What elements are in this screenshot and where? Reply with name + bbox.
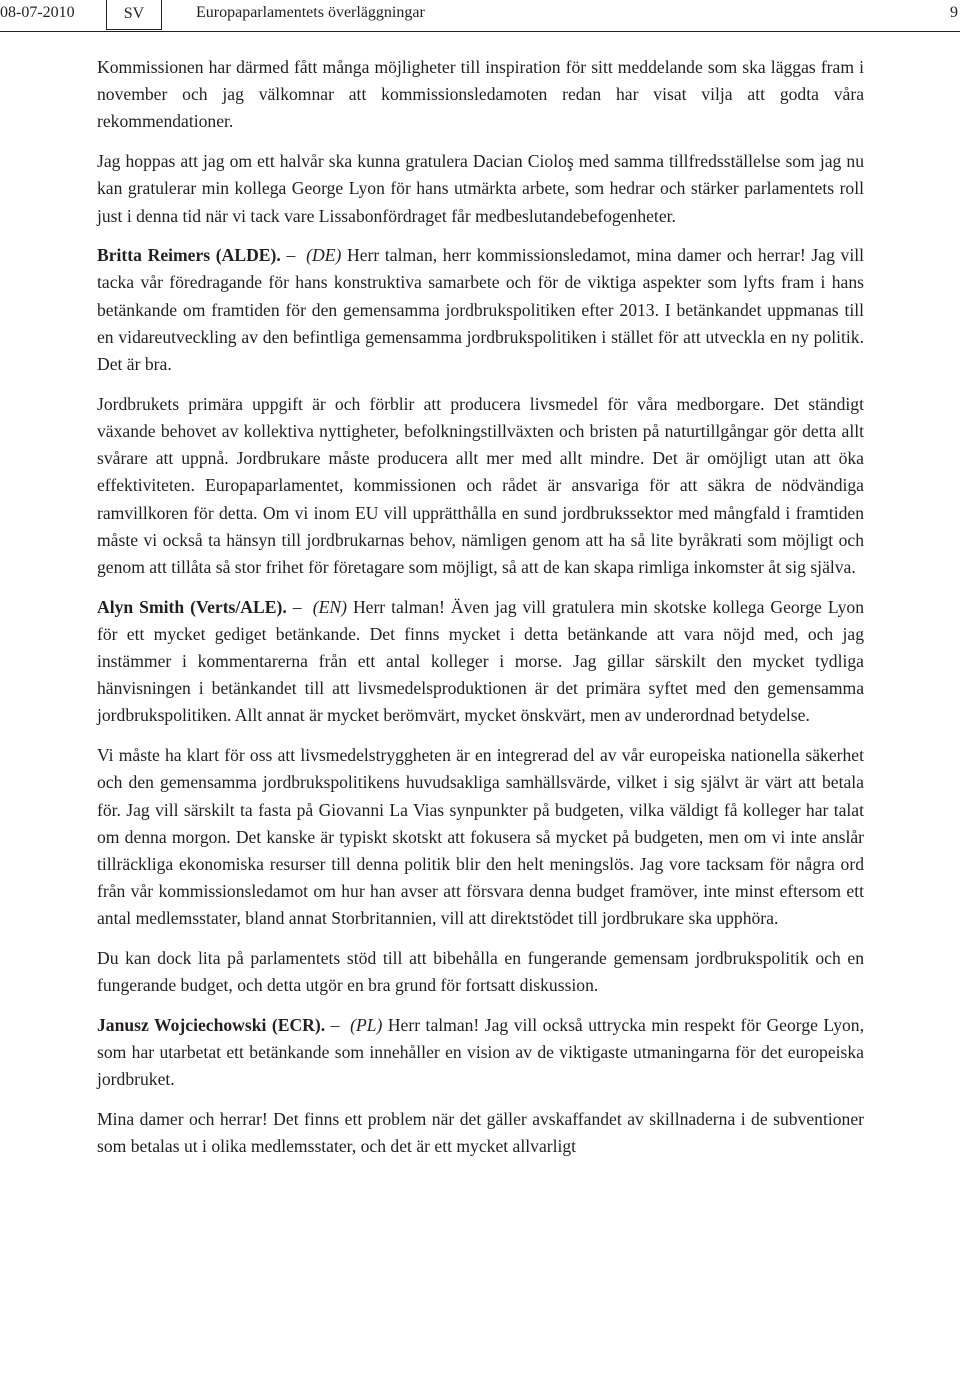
paragraph — [97, 1106, 864, 1160]
paragraph — [97, 148, 864, 230]
paragraph-text: Herr talman! Även jag vill gratulera min skotske kollega George Lyon för ett mycket gediget betänkande. Det finns mycket i detta betänkande att vara nöjd med, och jag instämmer i kommentarerna från ett antal kolleger i morse. Jag gillar särskilt den mycket tydliga hänvisningen i betänkandet till att livsmedelsproduktionen är det primära syftet med den gemensamma jordbrukspolitiken. Allt annat är mycket berömvärt, mycket önskvärt, men av underordnad betydelse. — [97, 596, 864, 726]
paragraph — [97, 391, 864, 581]
paragraph-text: Jag hoppas att jag om ett halvår ska kunna gratulera Dacian Cioloş med samma tillfredsställelse som jag nu kan gratulerar min kollega George Lyon för hans utmärkta arbete, som hedrar och stärker parlamentets roll just i denna tid när vi tack vare Lissabonfördraget får medbeslutandebefogenheter. — [97, 151, 864, 226]
header-title: Europaparlamentets överläggningar — [196, 4, 425, 21]
language-code: (EN) — [312, 596, 347, 617]
speech-paragraph — [97, 594, 864, 730]
page-number: 9 — [950, 4, 958, 21]
dash: – — [286, 245, 296, 266]
language-code: (DE) — [306, 245, 342, 266]
paragraph-text: Mina damer och herrar! Det finns ett problem när det gäller avskaffandet av skillnaderna i de subventioner som betalas ut i olika medlemsstater, och det är ett mycket allvarligt — [97, 1109, 864, 1157]
paragraph — [97, 54, 864, 136]
document-body — [97, 54, 864, 1173]
speech-paragraph — [97, 1012, 864, 1094]
header-date: 08-07-2010 — [0, 4, 75, 21]
paragraph-text: Herr talman, herr kommissionsledamot, mina damer och herrar! Jag vill tacka vår föredragande för hans konstruktiva samarbete och för de viktiga aspekter som lyfts fram i hans betänkande om framtiden för den gemensamma jordbrukspolitiken efter 2013. I betänkandet uppmanas till en vidareutveckling av den befintliga gemensamma jordbrukspolitiken i stället för att utveckla en ny politik. Det är bra. — [97, 245, 865, 375]
paragraph-text: Kommissionen har därmed fått många möjligheter till inspiration för sitt meddelande som ska läggas fram i november och jag välkomnar att kommissionsledamoten redan har visat vilja att godta våra rekommendationer. — [97, 57, 864, 132]
paragraph — [97, 945, 864, 999]
paragraph-text: Herr talman! Jag vill också uttrycka min respekt för George Lyon, som har utarbetat ett betänkande som innehåller en vision av de viktigaste utmaningarna för det europeiska jordbruket. — [97, 1015, 864, 1090]
language-code: (PL) — [350, 1015, 383, 1035]
speech-paragraph — [97, 242, 864, 378]
page-header — [0, 0, 960, 32]
paragraph-text: Vi måste ha klart för oss att livsmedelstryggheten är en integrerad del av vår europeiska nationella säkerhet och den gemensamma jordbrukspolitikens huvudsakliga samhällsvärde, vilket i sig självt är värt att betala för. Jag vill särskilt ta fasta på Giovanni La Vias synpunkter på budgeten, vilka väldigt få kolleger har talat om denna morgon. Det kanske är typiskt skotskt att fokusera så mycket på budgeten, men om vi inte anslår tillräckliga ekonomiska resurser till denna politik blir den helt meningslös. Jag vore tacksam för några ord från vår kommissionsledamot om hur han avser att försvara denna budget framöver, inte minst eftersom ett antal medlemsstater, bland annat Storbritannien, vill att direktstödet till jordbrukare ska upphöra. — [97, 745, 864, 929]
dash: – — [330, 1015, 340, 1035]
speaker-name: Janusz Wojciechowski (ECR). — [97, 1015, 326, 1035]
paragraph — [97, 742, 864, 932]
dash: – — [292, 596, 302, 617]
speaker-name: Alyn Smith (Verts/ALE). — [97, 596, 287, 617]
speaker-name: Britta Reimers (ALDE). — [97, 245, 281, 266]
paragraph-text: Du kan dock lita på parlamentets stöd till att bibehålla en fungerande gemensam jordbrukspolitik och en fungerande budget, och detta utgör en bra grund för fortsatt diskussion. — [97, 948, 864, 996]
language-box: SV — [106, 0, 162, 30]
paragraph-text: Jordbrukets primära uppgift är och förblir att producera livsmedel för våra medborgare. Det ständigt växande behovet av kollektiva nyttigheter, befolkningstillväxten och bristen på naturtillgångar gör detta allt svårare att uppnå. Jordbrukare måste producera allt mer med allt mindre. Det är omöjligt utan att öka effektiviteten. Europaparlamentet, kommissionen och rådet är ansvariga för att säkra de nödvändiga ramvillkoren för detta. Om vi inom EU vill upprätthålla en sund jordbrukssektor med mångfald i framtiden måste vi också ta hänsyn till jordbrukarnas behov, nämligen genom att ha så lite byråkrati som möjligt och genom att tillåta så stor frihet för företagare som möjligt, så att de kan skapa rimliga inkomster åt sig själva. — [97, 393, 864, 577]
